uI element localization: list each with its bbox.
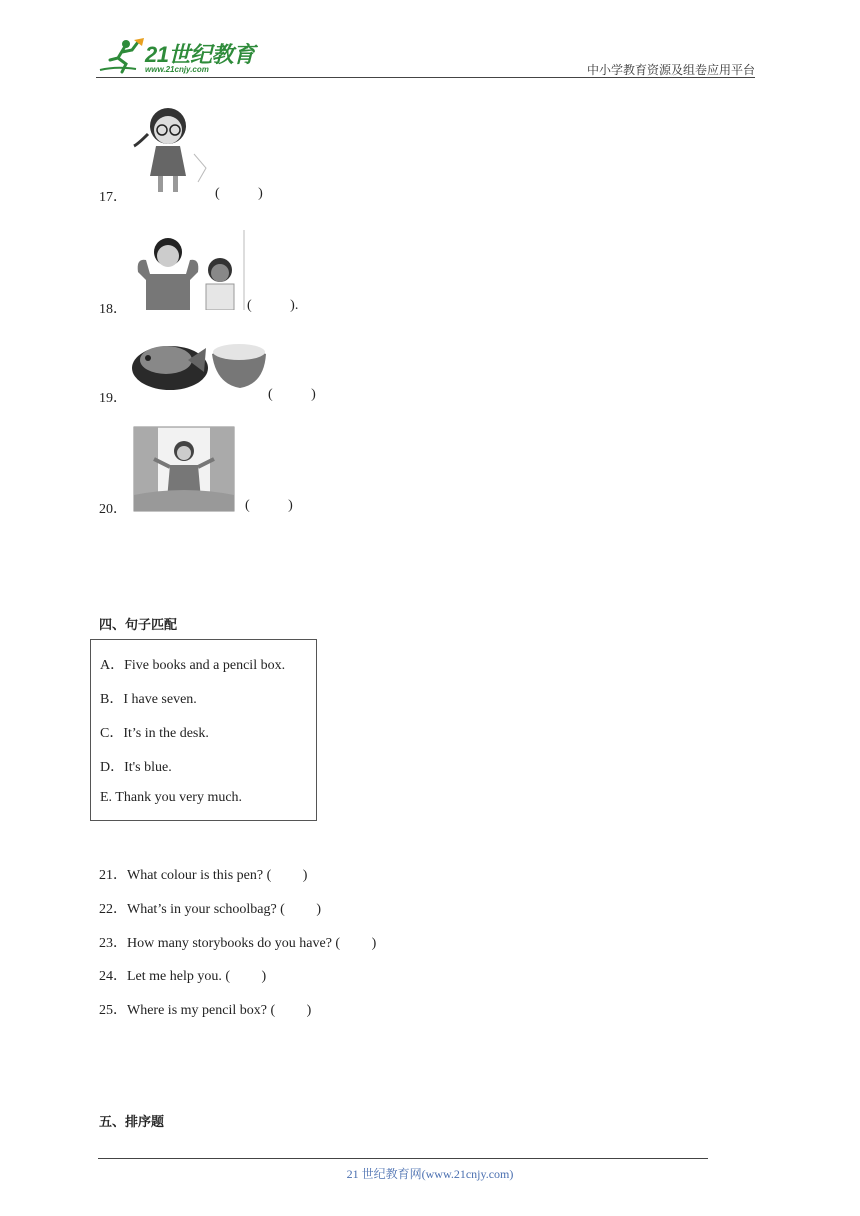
header-platform-text: 中小学教育资源及组卷应用平台 <box>586 63 755 77</box>
section-4-title: 四、句子匹配 <box>99 618 178 633</box>
question-23[interactable]: 23．How many storybooks do you have? ( ) <box>99 936 377 951</box>
option-a: A．Five books and a pencil box. <box>100 658 286 673</box>
question-17-number: 17． <box>99 190 127 205</box>
question-21[interactable]: 21．What colour is this pen? ( ) <box>99 868 308 883</box>
footer-text[interactable]: 21 世纪教育网(www.21cnjy.com) <box>346 1167 514 1181</box>
logo-text: 21世纪教育 <box>145 42 255 67</box>
fish-and-rice-image <box>130 334 270 392</box>
question-24[interactable]: 24．Let me help you. ( ) <box>99 969 267 984</box>
header-divider <box>96 77 755 78</box>
footer-divider <box>98 1158 708 1159</box>
option-b: B．I have seven. <box>100 692 197 707</box>
question-20-answer-blank[interactable]: ( ) <box>245 498 293 513</box>
question-18-number: 18． <box>99 302 127 317</box>
option-e: E. Thank you very much. <box>100 790 243 805</box>
option-c: C．It’s in the desk. <box>100 726 209 741</box>
question-22[interactable]: 22．What’s in your schoolbag? ( ) <box>99 902 322 917</box>
question-17-answer-blank[interactable]: ( ) <box>215 186 263 201</box>
question-20-number: 20． <box>99 502 127 517</box>
question-19-answer-blank[interactable]: ( ) <box>268 387 316 402</box>
question-25[interactable]: 25．Where is my pencil box? ( ) <box>99 1003 312 1018</box>
question-19-number: 19． <box>99 391 127 406</box>
girl-with-glasses-image <box>128 104 210 200</box>
section-5-title: 五、排序题 <box>99 1115 165 1130</box>
option-d: D．It's blue. <box>100 760 172 775</box>
girl-opening-window-image <box>130 425 238 513</box>
two-boys-image <box>128 230 246 310</box>
logo-url: www.21cnjy.com <box>145 65 209 74</box>
question-18-answer-blank[interactable]: ( ). <box>247 298 299 313</box>
